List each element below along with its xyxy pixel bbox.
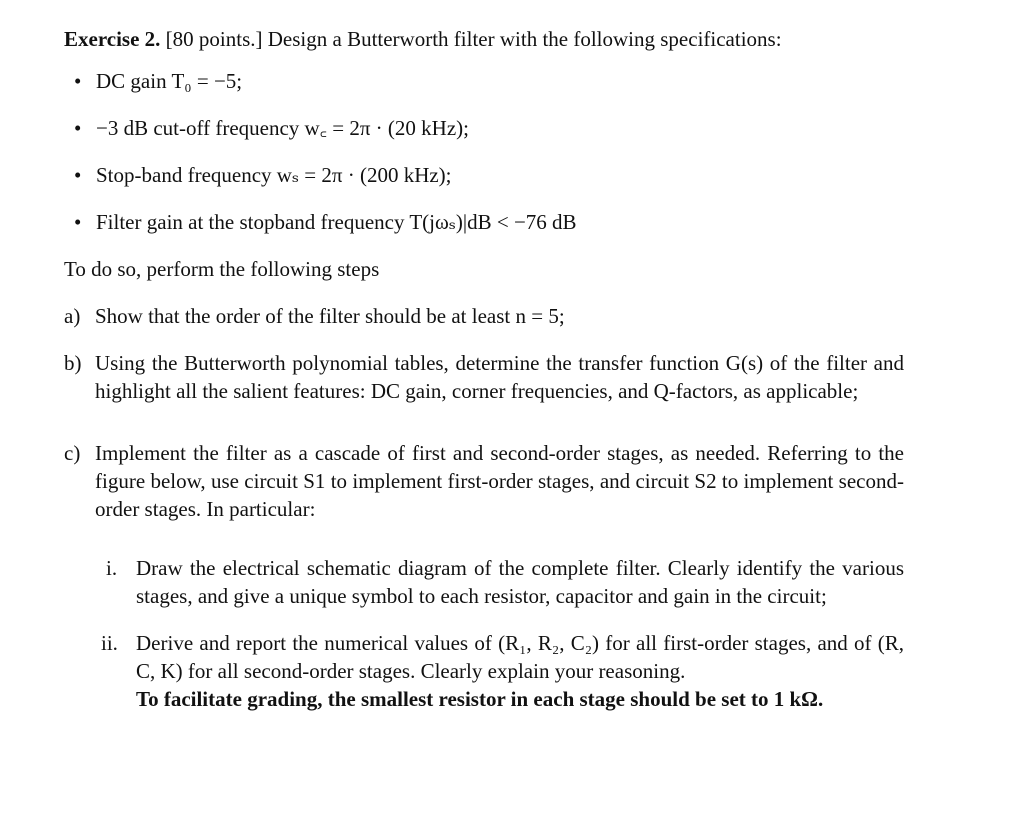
- step-label: c): [64, 441, 81, 465]
- spec-text: Stop-band frequency wₛ = 2π · (200 kHz);: [96, 163, 452, 187]
- spec-item-dc-gain: [74, 67, 904, 95]
- substep-text: Derive and report the numerical values of (R₁, R₂, C₂) for all first-order stages, and of (R, C, K) for all second-order stages. Clearly explain your reasoning.: [136, 631, 904, 683]
- step-a: [64, 302, 904, 330]
- spec-text: Filter gain at the stopband frequency T(jωₛ)|dB < −76 dB: [96, 210, 577, 234]
- bullet-icon: •: [74, 163, 82, 187]
- step-label: b): [64, 351, 82, 375]
- exercise-document: [64, 25, 904, 732]
- bullet-icon: •: [74, 116, 82, 140]
- step-text: Show that the order of the filter should be at least n = 5;: [95, 304, 565, 328]
- spec-text: −3 dB cut-off frequency w꜀ = 2π · (20 kHz);: [96, 116, 469, 140]
- step-b: [64, 349, 904, 405]
- spec-item-stopband-gain: [74, 208, 904, 236]
- substep-text: Draw the electrical schematic diagram of the complete filter. Clearly identify the various stages, and give a unique symbol to each resistor, capacitor and gain in the circuit;: [136, 556, 904, 608]
- step-c: [64, 439, 904, 523]
- steps-intro: To do so, perform the following steps: [64, 257, 380, 281]
- substep-label: ii.: [101, 631, 118, 655]
- exercise-intro-text: [80 points.] Design a Butterworth filter with the following specifications:: [165, 27, 782, 51]
- spec-item-stopband: [74, 161, 904, 189]
- substep-ii: [64, 629, 904, 713]
- specifications-list: [64, 67, 904, 236]
- exercise-heading: [64, 25, 904, 53]
- grading-note: To facilitate grading, the smallest resistor in each stage should be set to 1 kΩ.: [136, 687, 824, 711]
- spec-text: DC gain T₀ = −5;: [96, 69, 243, 93]
- substep-label: i.: [106, 556, 118, 580]
- step-label: a): [64, 304, 81, 328]
- exercise-label: Exercise 2.: [64, 27, 161, 51]
- step-text: Using the Butterworth polynomial tables, determine the transfer function G(s) of the filter and highlight all the salient features: DC gain, corner frequencies, and Q-factors, as applicable;: [95, 351, 904, 403]
- bullet-icon: •: [74, 69, 82, 93]
- bullet-icon: •: [74, 210, 82, 234]
- substep-i: [64, 554, 904, 610]
- spec-item-cutoff: [74, 114, 904, 142]
- step-text: Implement the filter as a cascade of first and second-order stages, as needed. Referring to the figure below, use circuit S1 to implement first-order stages, and circuit S2 to implement second-order stages. In particular:: [95, 441, 904, 521]
